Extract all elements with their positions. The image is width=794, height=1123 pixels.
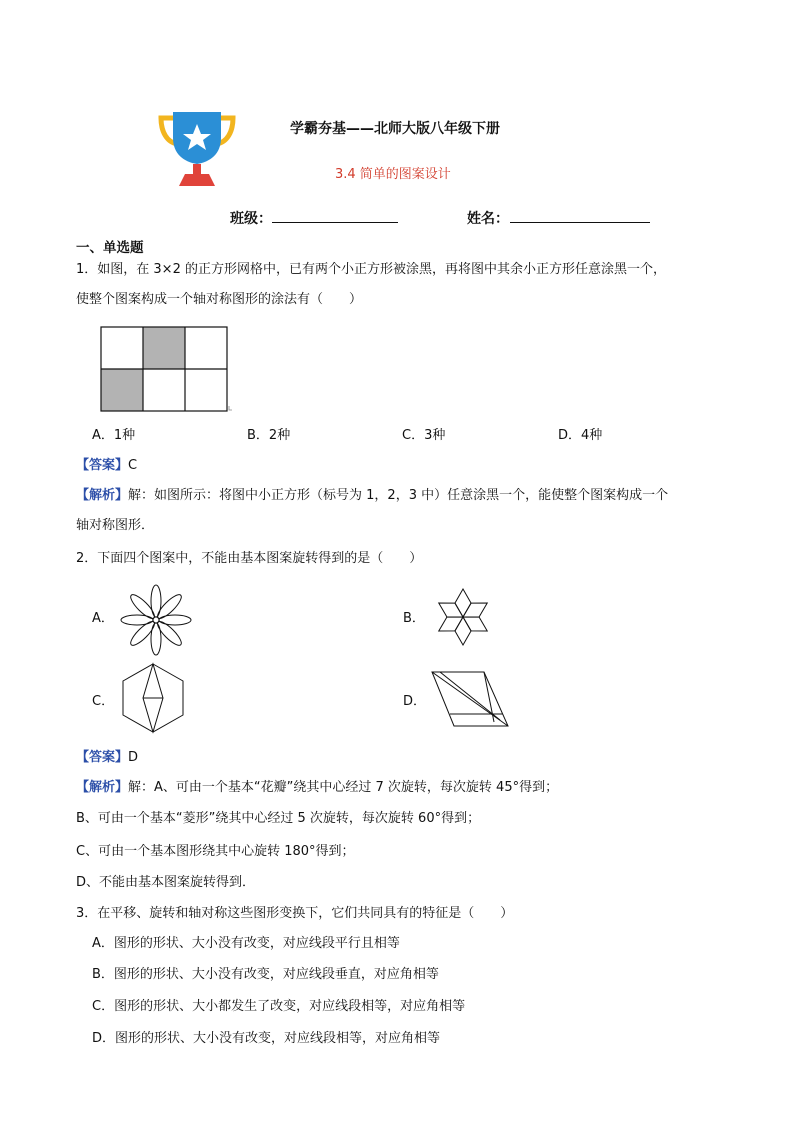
q3-text-line1: 3．在平移、旋转和轴对称这些图形变换下，它们共同具有的特征是（ ） bbox=[76, 906, 514, 921]
q1-option-d: D．4种 bbox=[558, 428, 603, 443]
q1-analysis-line2: 轴对称图形． bbox=[76, 518, 155, 533]
flower-figure bbox=[118, 582, 194, 658]
analysis-tag: 【解析】 bbox=[76, 488, 129, 503]
analysis-tag: 【解析】 bbox=[76, 780, 129, 795]
q3-option-a: A．图形的形状、大小没有改变，对应线段平行且相等 bbox=[92, 936, 400, 951]
q3-option-b: B．图形的形状、大小没有改变，对应线段垂直，对应角相等 bbox=[92, 967, 439, 982]
q2-option-c: C． bbox=[92, 694, 115, 709]
q2-answer bbox=[76, 749, 138, 767]
name-label: 姓名： bbox=[467, 211, 509, 227]
q1-analysis-line1 bbox=[76, 487, 668, 505]
q1-option-c: C．3种 bbox=[402, 428, 446, 443]
q2-analysis-text: 解：A、可由一个基本“花瓣”绕其中心经过 7 次旋转，每次旋转 45°得到； bbox=[128, 780, 559, 795]
q1-analysis-text: 解：如图所示：将图中小正方形（标号为 1，2，3 中）任意涂黑一个，能使整个图案构成一个 bbox=[128, 488, 669, 503]
answer-tag: 【答案】 bbox=[76, 458, 129, 473]
q1-answer bbox=[76, 457, 137, 475]
q1-answer-value: C bbox=[128, 458, 138, 473]
q2-option-a: A． bbox=[92, 611, 114, 626]
class-label: 班级： bbox=[230, 211, 272, 227]
q2-analysis-line4: D、不能由基本图案旋转得到． bbox=[76, 875, 256, 890]
q2-analysis-line2: B、可由一个基本“菱形”绕其中心经过 5 次旋转，每次旋转 60°得到； bbox=[76, 811, 481, 826]
q1-option-b: B．2种 bbox=[247, 428, 291, 443]
q1-option-a: A．1种 bbox=[92, 428, 136, 443]
trophy-logo bbox=[155, 108, 239, 188]
name-blank bbox=[510, 208, 650, 223]
grid-cell-shaded bbox=[143, 327, 185, 369]
class-blank bbox=[272, 208, 398, 223]
q3-option-c: C．图形的形状、大小都发生了改变，对应线段相等，对应角相等 bbox=[92, 999, 466, 1014]
q2-option-d: D． bbox=[403, 694, 427, 709]
q3-option-d: D．图形的形状、大小没有改变，对应线段相等，对应角相等 bbox=[92, 1031, 441, 1046]
page-subtitle: 3.4 简单的图案设计 bbox=[335, 167, 451, 182]
q2-text-line1: 2．下面四个图案中，不能由基本图案旋转得到的是（ ） bbox=[76, 551, 423, 566]
grid-cell-shaded bbox=[101, 369, 143, 411]
page-title: 学霸夯基——北师大版八年级下册 bbox=[290, 121, 500, 137]
q1-text-line1: 1．如图，在 3×2 的正方形网格中，已有两个小正方形被涂黑，再将图中其余小正方形任意涂黑一个， bbox=[76, 262, 666, 277]
q1-grid-figure bbox=[100, 326, 234, 414]
q1-text-line2: 使整个图案构成一个轴对称图形的涂法有（ ） bbox=[76, 292, 363, 307]
q2-analysis-line1 bbox=[76, 779, 558, 797]
answer-tag: 【答案】 bbox=[76, 750, 129, 765]
hexagon-figure bbox=[120, 662, 186, 734]
q2-answer-value: D bbox=[128, 750, 139, 765]
q2-analysis-line3: C、可由一个基本图形绕其中心旋转 180°得到； bbox=[76, 844, 355, 859]
section-heading: 一、单选题 bbox=[76, 240, 144, 256]
parallelogram-figure bbox=[430, 670, 512, 730]
star-rhombus-figure bbox=[430, 584, 496, 650]
q2-option-b: B． bbox=[403, 611, 425, 626]
